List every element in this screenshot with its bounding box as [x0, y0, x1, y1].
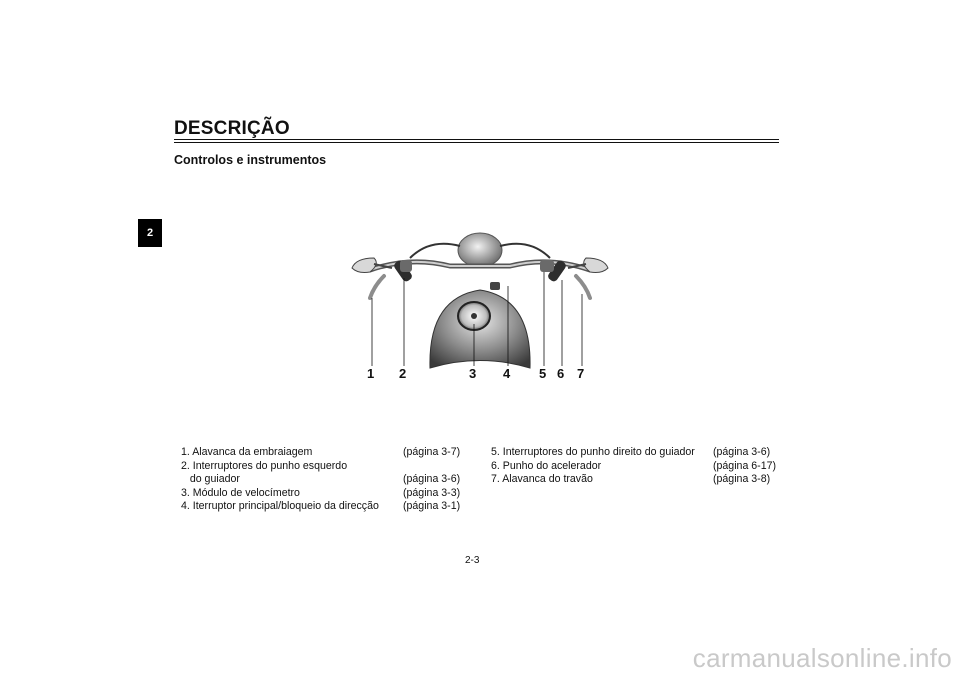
title-divider: [174, 139, 779, 143]
handlebar-controls-illustration: [340, 228, 620, 388]
main-switch: [490, 282, 500, 290]
legend-item: [491, 446, 791, 460]
legend-item: [181, 446, 481, 460]
legend-item-label: 1. Alavanca da embraiagem: [181, 446, 313, 458]
motorcycle-controls-drawing: [340, 228, 620, 388]
legend-item-label: 7. Alavanca do travão: [491, 473, 593, 486]
callout-4: 4: [503, 366, 511, 381]
headlamp: [458, 233, 502, 267]
legend-left-column: [181, 446, 481, 514]
legend-item-page-ref: (página 3-8): [713, 473, 771, 486]
callout-1: 1: [367, 366, 375, 381]
legend-item-page-ref: (página 3-1): [403, 500, 461, 513]
right-mirror: [584, 258, 608, 273]
legend-item-label: 5. Interruptores do punho direito do guiador: [491, 446, 695, 458]
legend-item: [181, 473, 481, 487]
legend-item-page-ref: (página 6-17): [713, 459, 777, 472]
legend-item-label: 3. Módulo de velocímetro: [181, 486, 300, 499]
legend-item: [181, 487, 481, 501]
callout-2: 2: [399, 366, 407, 381]
legend-item-page-ref: (página 3-7): [403, 446, 461, 458]
watermark: carmanualsonline.info: [692, 643, 952, 673]
legend-item-page-ref: (página 3-3): [403, 486, 461, 499]
right-switch-housing: [540, 260, 554, 272]
legend-item-label: 6. Punho do acelerador: [491, 459, 602, 472]
callout-5: 5: [539, 366, 547, 381]
legend-item-page-ref: (página 3-6): [713, 446, 771, 458]
chapter-tab: 2: [138, 219, 162, 247]
left-switch-housing: [400, 260, 412, 272]
legend-item: [491, 473, 791, 487]
page-title: DESCRIÇÃO: [174, 118, 290, 139]
callout-6: 6: [557, 366, 565, 381]
legend-item: [181, 460, 481, 474]
page-number: 2-3: [465, 555, 480, 566]
callout-3: 3: [469, 366, 477, 381]
section-subtitle: Controlos e instrumentos: [174, 153, 327, 167]
clutch-lever: [370, 276, 384, 298]
legend-item: [181, 500, 481, 514]
left-mirror: [352, 258, 376, 273]
legend-item-label: 2. Interruptores do punho esquerdo: [181, 459, 348, 472]
legend-item: [491, 460, 791, 474]
legend-item-page-ref: (página 3-6): [403, 473, 461, 486]
legend-item-label: 4. Iterruptor principal/bloqueio da direcção: [181, 500, 379, 513]
legend-item-label: do guiador: [181, 473, 240, 486]
callout-7: 7: [577, 366, 585, 381]
legend-right-column: [491, 446, 791, 487]
brake-lever: [576, 276, 590, 298]
